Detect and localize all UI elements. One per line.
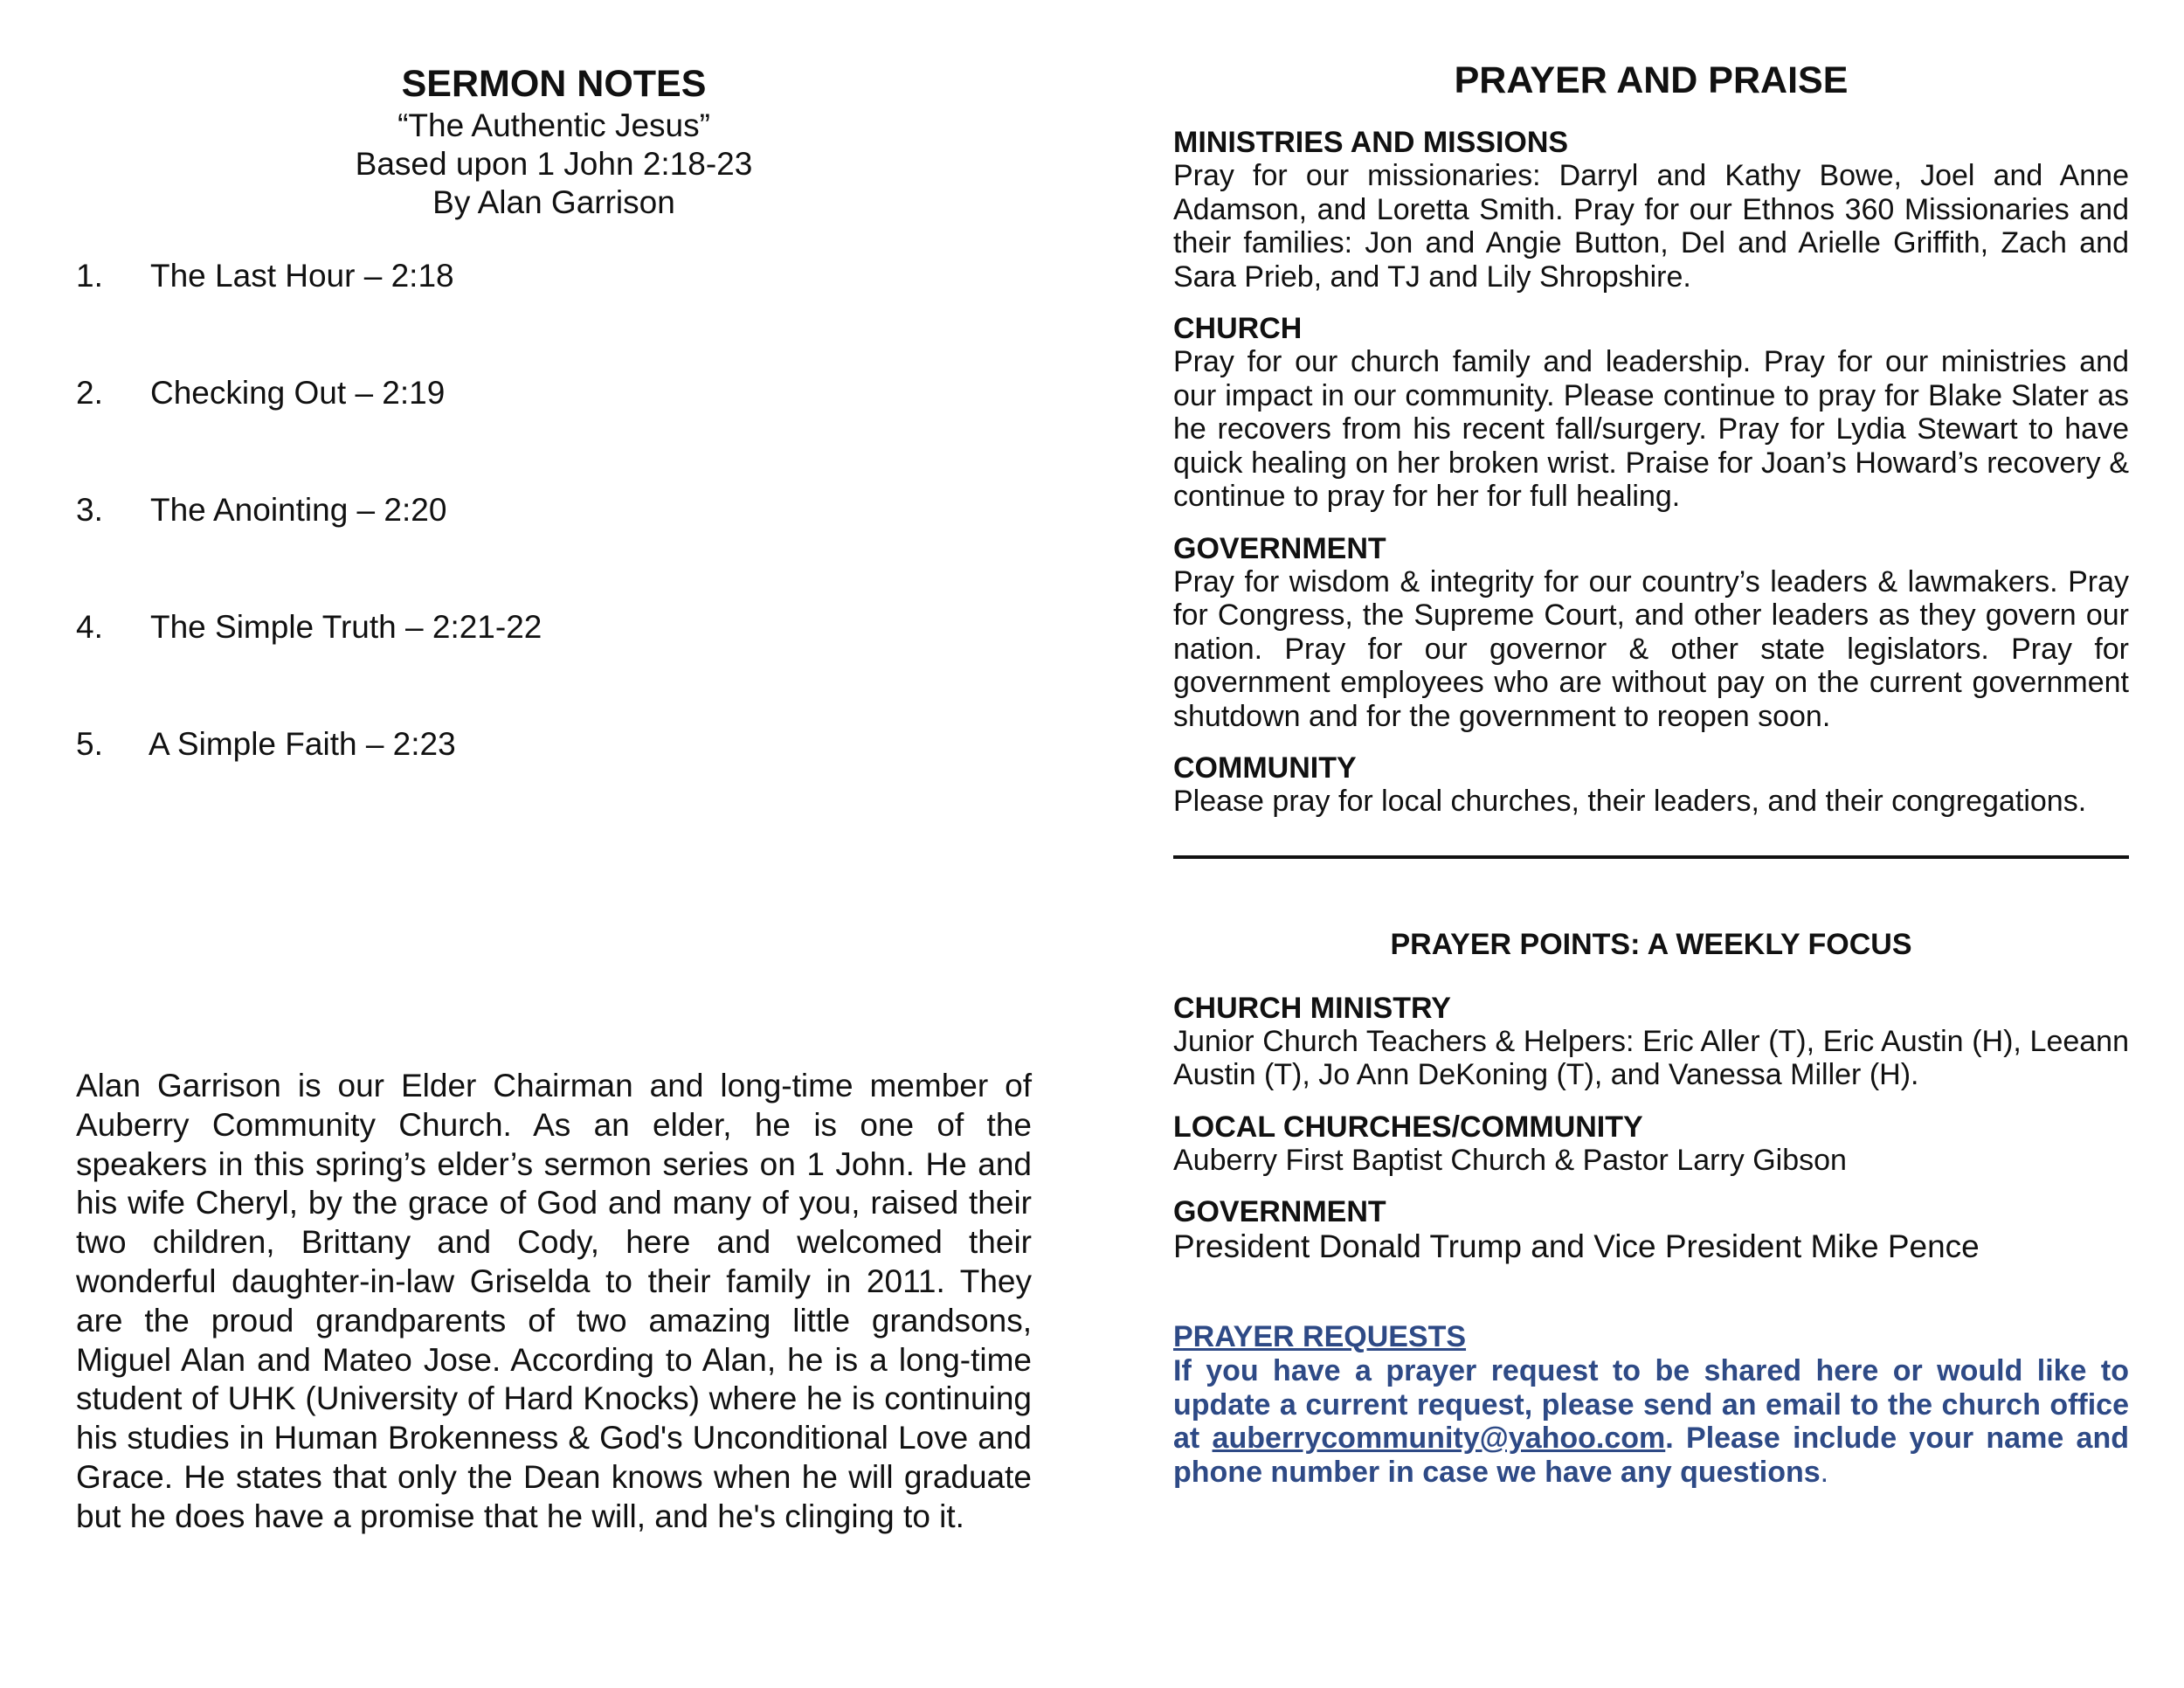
requests-text-end: . Please include your name and phone number in case we have any questions — [1173, 1422, 2129, 1489]
outline-number: 1. — [76, 258, 103, 294]
prayer-section — [1173, 532, 2129, 734]
section-body: Please pray for local churches, their leaders, and their congregations. — [1173, 785, 2087, 818]
divider — [1173, 855, 2129, 859]
outline-item — [76, 608, 1032, 725]
prayer-requests-heading[interactable]: PRAYER REQUESTS — [1173, 1320, 1467, 1353]
requests-period: . — [1820, 1455, 1829, 1489]
prayer-point — [1173, 1195, 2129, 1265]
prayer-and-praise-column — [1173, 58, 2129, 1489]
outline-number: 5. — [76, 726, 103, 762]
section-body: Pray for our missionaries: Darryl and Kathy Bowe, Joel and Anne Adamson, and Loretta Smith. Pray for our Ethnos 360 Missionaries and their families: Jon and Angie Button, Del and Arielle Griffith, Zach and Sara Prieb, and TJ and Lily Shropshire. — [1173, 159, 2129, 294]
point-body: Junior Church Teachers & Helpers: Eric Aller (T), Eric Austin (H), Leeann Austin (T), Jo Ann DeKoning (T), and Vanessa Miller (H). — [1173, 1024, 2129, 1091]
outline-number: 3. — [76, 492, 103, 528]
point-heading: GOVERNMENT — [1173, 1195, 1386, 1228]
outline-text: The Simple Truth – 2:21-22 — [150, 609, 543, 645]
prayer-and-praise-heading: PRAYER AND PRAISE — [1454, 59, 1849, 101]
outline-item — [76, 257, 1032, 374]
point-heading: CHURCH MINISTRY — [1173, 991, 1451, 1025]
outline-text: Checking Out – 2:19 — [150, 375, 446, 411]
outline-number: 2. — [76, 375, 103, 411]
outline-text: A Simple Faith – 2:23 — [149, 726, 456, 762]
prayer-section — [1173, 751, 2129, 819]
prayer-requests-text — [1173, 1354, 2129, 1489]
sermon-scripture: Based upon 1 John 2:18-23 — [355, 146, 753, 182]
prayer-point — [1173, 992, 2129, 1092]
sermon-notes-column — [76, 61, 1032, 842]
point-heading: LOCAL CHURCHES/COMMUNITY — [1173, 1110, 1643, 1144]
section-heading: MINISTRIES AND MISSIONS — [1173, 126, 1569, 159]
section-heading: CHURCH — [1173, 312, 1303, 345]
prayer-point — [1173, 1110, 2129, 1178]
section-heading: COMMUNITY — [1173, 751, 1357, 785]
prayer-section — [1173, 126, 2129, 294]
section-body: Pray for our church family and leadership. Pray for our ministries and our impact in our community. Please continue to pray for Blake Slater as he recovers from his recent fall/surgery. Pray for Lydia Stewart to have quick healing on her broken wrist. Praise for Joan’s Howard’s recovery & continue to pray for her for full healing. — [1173, 345, 2129, 513]
sermon-notes-heading: SERMON NOTES — [401, 63, 707, 105]
outline-item — [76, 374, 1032, 491]
prayer-points-heading: PRAYER POINTS: A WEEKLY FOCUS — [1390, 927, 1912, 961]
requests-text-start: If you have a prayer request to be shared here or would like to update a current request, please send an email to the church office at — [1173, 1354, 2129, 1455]
outline-number: 4. — [76, 609, 103, 645]
sermon-outline — [76, 257, 1032, 842]
sermon-subtitle: “The Authentic Jesus” — [397, 107, 710, 143]
outline-text: The Anointing – 2:20 — [150, 492, 447, 528]
prayer-section — [1173, 312, 2129, 514]
church-email-link[interactable]: auberrycommunity@yahoo.com — [1212, 1422, 1666, 1455]
sermon-author: By Alan Garrison — [432, 184, 675, 220]
outline-item — [76, 725, 1032, 842]
point-body: Auberry First Baptist Church & Pastor Larry Gibson — [1173, 1143, 1847, 1177]
point-body: President Donald Trump and Vice President Mike Pence — [1173, 1228, 1980, 1264]
outline-item — [76, 491, 1032, 608]
outline-text: The Last Hour – 2:18 — [150, 258, 454, 294]
speaker-bio: Alan Garrison is our Elder Chairman and long-time member of Auberry Community Church. As an elder, he is one of the speakers in this spring’s elder’s sermon series on 1 John. He and his wife Cheryl, by the grace of God and many of you, raised their two children, Brittany and Cody, here and welcomed their wonderful daughter-in-law Griselda to their family in 2011. They are the proud grandparents of two amazing little grandsons, Miguel Alan and Mateo Jose. According to Alan, he is a long-time student of UHK (University of Hard Knocks) where he is continuing his studies in Human Brokenness & God's Unconditional Love and Grace. He states that only the Dean knows when he will graduate but he does have a promise that he will, and he's clinging to it. — [76, 1068, 1032, 1534]
section-heading: GOVERNMENT — [1173, 531, 1386, 565]
section-body: Pray for wisdom & integrity for our country’s leaders & lawmakers. Pray for Congress, the Supreme Court, and other leaders as they govern our nation. Pray for our governor & other state legislators. Pray for government employees who are without pay on the current government shutdown and for the government to reopen soon. — [1173, 564, 2129, 733]
